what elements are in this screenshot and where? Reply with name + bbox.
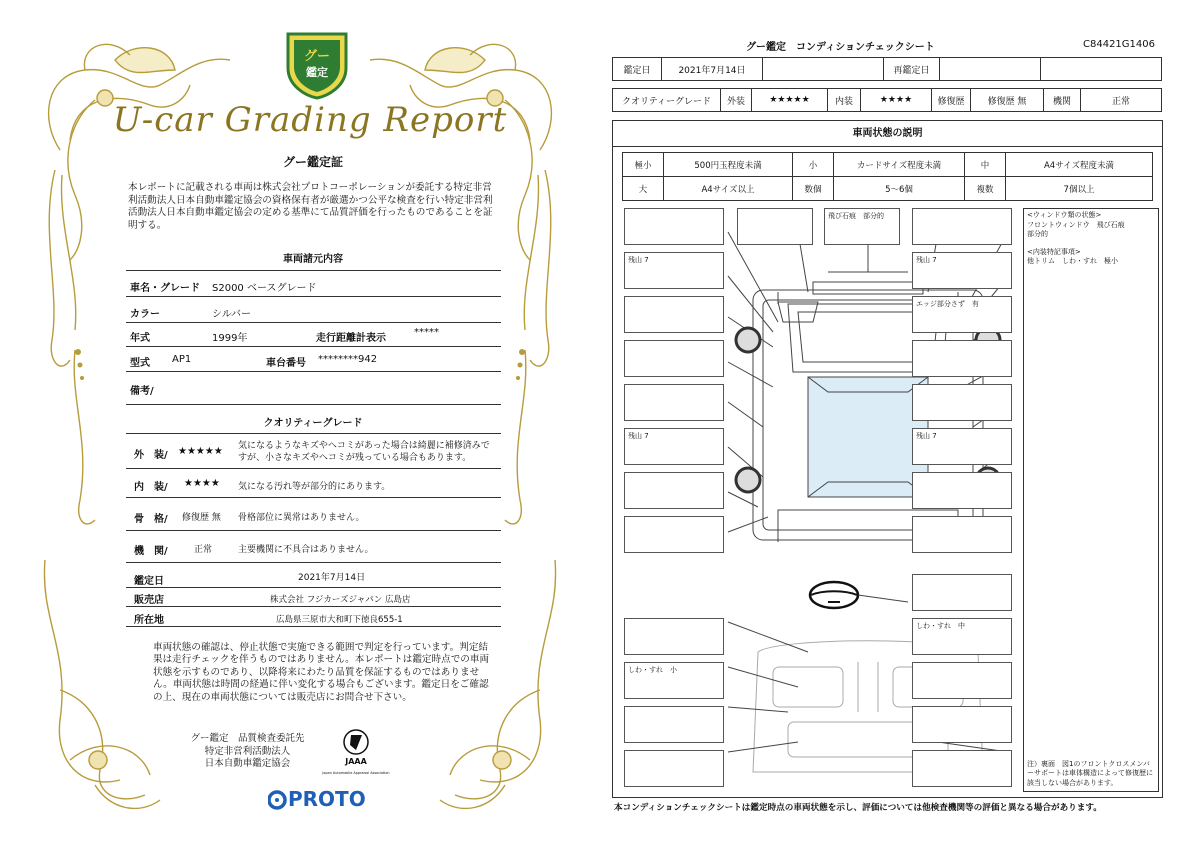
comment-note: 注）裏面 図1のフロントクロスメンバーサポートは車体構造によって修復歴に該当しない場合があります。 — [1027, 759, 1153, 787]
damage-box: しわ・すれ 中 — [912, 618, 1012, 655]
divider — [126, 562, 501, 563]
divider — [126, 270, 501, 271]
damage-box — [624, 516, 724, 553]
model-value: AP1 — [172, 354, 192, 365]
damage-box: 残山 7 — [912, 252, 1012, 289]
goo-kantei-badge-icon — [284, 30, 350, 100]
committee-block — [160, 733, 335, 771]
legend-key: 数個 — [793, 177, 834, 201]
model-label: 型式 — [130, 358, 150, 369]
damage-box — [912, 208, 1012, 245]
divider — [126, 346, 501, 347]
svg-text:JAAA: JAAA — [345, 757, 367, 766]
redate-label: 再鑑定日 — [884, 58, 940, 81]
divider — [126, 606, 501, 607]
condition-check-sheet — [600, 0, 1200, 848]
quality-label: クオリティーグレード — [613, 89, 721, 112]
divider — [126, 497, 501, 498]
damage-box — [624, 706, 724, 743]
comment-line: <内装特記事項> — [1027, 247, 1081, 256]
damage-box — [912, 516, 1012, 553]
date-value: 2021年7月14日 — [298, 573, 366, 583]
int-label: 内装 — [828, 89, 861, 112]
quality-section-title: クオリティーグレード — [263, 418, 363, 429]
repair-value: 修復歴 無 — [971, 89, 1044, 112]
damage-box — [624, 208, 724, 245]
damage-box — [624, 750, 724, 787]
odometer-label: 走行距離計表示 — [316, 333, 386, 344]
damage-box — [912, 750, 1012, 787]
empty-cell — [1041, 58, 1162, 81]
damage-box: 残山 7 — [624, 252, 724, 289]
divider — [126, 587, 501, 588]
damage-box — [624, 296, 724, 333]
damage-box — [912, 662, 1012, 699]
ext-label: 外装 — [721, 89, 752, 112]
interior-text: 気になる汚れ等が部分的にあります。 — [238, 482, 391, 492]
divider — [126, 468, 501, 469]
section-title: 車両状態の説明 — [612, 120, 1163, 147]
exterior-text: 気になるようなキズやヘコミがあった場合は綺麗に補修済みですが、小さなキズやヘコミが残っている場合もあります。 — [238, 441, 490, 463]
divider — [126, 530, 501, 531]
damage-box — [912, 574, 1012, 611]
date-label: 鑑定日 — [134, 576, 164, 587]
legend-key: 大 — [623, 177, 664, 201]
damage-box — [912, 472, 1012, 509]
size-legend-table — [622, 152, 1153, 201]
spec-section-title: 車両諸元内容 — [283, 254, 343, 265]
comment-line: <ウィンドウ類の状態> — [1027, 211, 1102, 219]
legend-key: 中 — [965, 153, 1006, 177]
damage-box — [624, 340, 724, 377]
svg-text:鑑定: 鑑定 — [306, 66, 328, 79]
date-value: 2021年7月14日 — [662, 58, 763, 81]
sheet-footer: 本コンディションチェックシートは鑑定時点の車両状態を示し、評価については他検査機関等の評価と異なる場合があります。 — [614, 803, 1102, 813]
exterior-label: 外 装/ — [134, 450, 168, 461]
frame-value: 修復歴 無 — [182, 513, 221, 523]
comment-line: 他トリム しわ・すれ 極小 — [1027, 257, 1118, 265]
damage-box — [624, 384, 724, 421]
date-table — [612, 57, 1162, 81]
damage-box: 飛び石痕 部分的 — [824, 208, 900, 245]
date-label: 鑑定日 — [613, 58, 662, 81]
damage-box: エッジ部分さず 有 — [912, 296, 1012, 333]
chassis-value: ********942 — [318, 354, 378, 365]
remarks-label: 備考/ — [130, 386, 154, 397]
engine-value: 正常 — [1081, 89, 1162, 112]
legend-key: 小 — [793, 153, 834, 177]
certificate-title: グー鑑定証 — [282, 155, 343, 169]
sheet-code: C84421G1406 — [1083, 39, 1155, 50]
engine-text: 主要機関に不具合はありません。 — [238, 545, 374, 555]
divider — [126, 322, 501, 323]
ext-value: ★★★★★ — [752, 89, 828, 112]
damage-box — [624, 472, 724, 509]
comment-line: 部分的 — [1027, 230, 1048, 238]
comment-column — [1023, 208, 1159, 792]
divider — [126, 433, 501, 434]
dealer-label: 販売店 — [134, 595, 164, 606]
legend-value: 7個以上 — [1006, 177, 1153, 201]
redate-value — [940, 58, 1041, 81]
damage-box — [737, 208, 813, 245]
svg-text:グー: グー — [303, 49, 331, 64]
damage-box — [912, 340, 1012, 377]
address-label: 所在地 — [134, 615, 164, 626]
damage-box — [912, 706, 1012, 743]
engine-value: 正常 — [194, 545, 213, 555]
dealer-value: 株式会社 フジカーズジャパン 広島店 — [270, 595, 411, 605]
damage-box: 残山 7 — [624, 428, 724, 465]
divider — [126, 296, 501, 297]
damage-box — [912, 384, 1012, 421]
color-label: カラー — [130, 309, 160, 320]
damage-box — [624, 618, 724, 655]
notice-text: 車両状態の確認は、停止状態で実施できる範囲で判定を行っています。判定結果は走行チェックを伴うものではありません。本レポートは鑑定時点での車両状態を示すものであり、以降将来にわたり品質を保証するものではありません。車両状態は時間の経過に伴い変化する場合もございます。鑑定日をご確認の上、現在の車両状態については販売店にお問合せ下さい。 — [153, 642, 490, 703]
interior-stars: ★★★★ — [184, 478, 220, 489]
comment-line: フロントウィンドウ 飛び石痕 — [1027, 220, 1125, 229]
legend-value: 5～6個 — [834, 177, 965, 201]
legend-key: 複数 — [965, 177, 1006, 201]
committee-line-2: 特定非営利活動法人 — [204, 745, 291, 757]
legend-value: A4サイズ程度未満 — [1006, 153, 1153, 177]
script-title: U-car Grading Report — [112, 100, 508, 140]
damage-box: しわ・すれ 小 — [624, 662, 724, 699]
damage-box: 残山 7 — [912, 428, 1012, 465]
engine-label: 機 関/ — [134, 546, 168, 557]
color-value: シルバー — [212, 309, 252, 320]
interior-label: 内 装/ — [134, 482, 168, 493]
year-label: 年式 — [130, 333, 150, 344]
address-value: 広島県三原市大和町下徳良655-1 — [276, 615, 403, 625]
chassis-label: 車台番号 — [266, 358, 306, 369]
quality-table — [612, 88, 1162, 112]
proto-logo-text: PROTO — [288, 787, 366, 811]
empty-cell — [763, 58, 884, 81]
divider — [126, 626, 501, 627]
legend-value: カードサイズ程度未満 — [834, 153, 965, 177]
sheet-title: グー鑑定 コンディションチェックシート — [746, 42, 935, 53]
svg-text:Japan Automobile Appraisal Ass: Japan Automobile Appraisal Association — [322, 771, 390, 775]
committee-line-1: グー鑑定 品質検査委託先 — [190, 733, 305, 744]
int-value: ★★★★ — [861, 89, 932, 112]
car-name-value: S2000 ベースグレード — [212, 283, 317, 294]
divider — [126, 371, 501, 372]
certificate-intro: 本レポートに記載される車両は株式会社プロトコーポレーションが委託する特定非営利活動法人日本自動車鑑定協会の資格保有者が厳選かつ公平な検査を行い特定非営利活動法人日本自動車鑑定協会の定める基準にて品質評価を行ったものであることを証明する。 — [128, 182, 493, 231]
car-name-label: 車名・グレード — [130, 283, 200, 294]
frame-text: 骨格部位に異常はありません。 — [238, 513, 365, 523]
legend-key: 極小 — [623, 153, 664, 177]
repair-label: 修復歴 — [932, 89, 971, 112]
jaaa-logo-icon — [318, 728, 394, 780]
divider — [126, 404, 501, 405]
year-value: 1999年 — [212, 333, 248, 344]
legend-value: 500円玉程度未満 — [664, 153, 793, 177]
engine-label: 機関 — [1044, 89, 1081, 112]
legend-value: A4サイズ以上 — [664, 177, 793, 201]
committee-line-3: 日本自動車鑑定協会 — [204, 758, 291, 769]
frame-label: 骨 格/ — [134, 514, 168, 525]
odometer-value: ***** — [414, 327, 439, 338]
exterior-stars: ★★★★★ — [178, 446, 223, 457]
